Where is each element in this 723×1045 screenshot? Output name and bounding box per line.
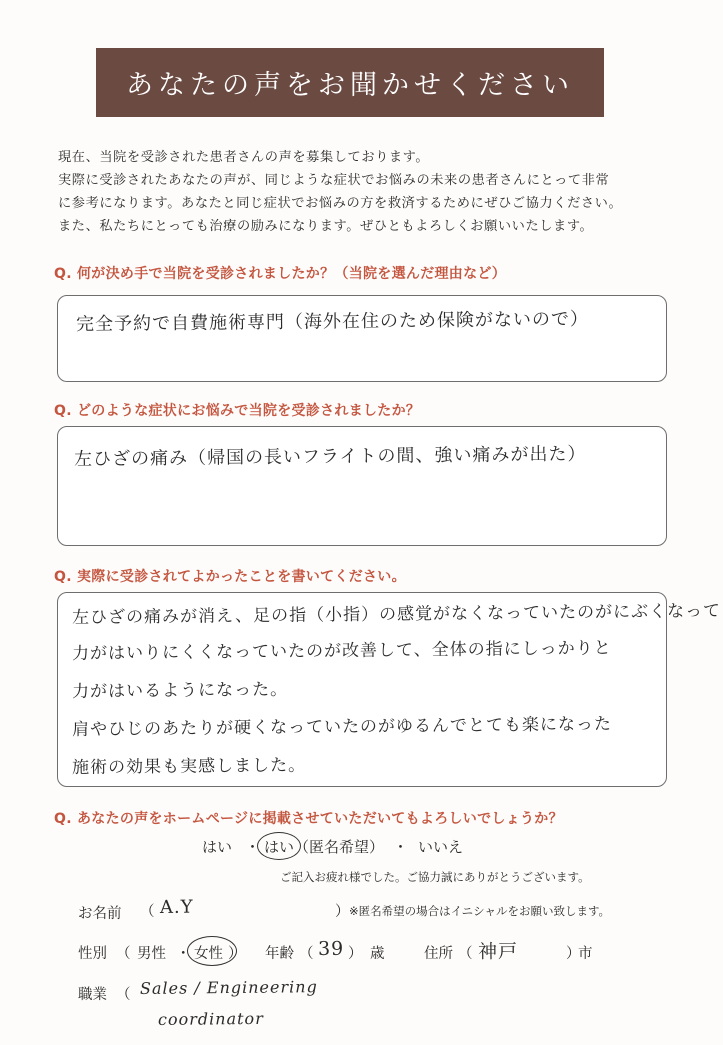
answer-box-1[interactable] — [57, 295, 667, 382]
name-label: お名前 — [78, 906, 122, 922]
name-value[interactable]: A.Y — [159, 896, 194, 918]
separator: ・ — [393, 838, 409, 856]
separator: ・ — [176, 946, 191, 962]
question-3-label: Q. 実際に受診されてよかったことを書いてください。 — [54, 569, 406, 585]
age-label: 年齢 — [265, 946, 294, 962]
thanks-text: ご記入お疲れ様でした。ご協力誠にありがとうございます。 — [280, 870, 590, 884]
paren-open: （ — [458, 946, 473, 962]
address-value[interactable]: 神戸 — [477, 940, 519, 963]
intro-line: 現在、当院を受診された患者さんの声を募集しております。 — [58, 150, 430, 165]
age-unit: 歳 — [370, 946, 385, 962]
name-note: ※匿名希望の場合はイニシャルをお願い致します。 — [349, 904, 611, 918]
gender-male-option[interactable]: 男性 — [137, 946, 166, 962]
publish-option-no[interactable]: いいえ — [418, 838, 464, 856]
page-title: あなたの声をお聞かせください — [96, 48, 604, 117]
answer-box-3[interactable] — [57, 592, 722, 787]
answer-3-line: 左ひざの痛みが消え、足の指（小指）の感覚がなくなっていたのがにぶくなって — [71, 601, 722, 628]
paren-open: （ — [140, 904, 155, 920]
publish-option-yes[interactable]: はい — [202, 838, 233, 856]
answer-1-line: 完全予約で自費施術専門（海外在住のため保険がないので） — [75, 308, 590, 335]
publish-question-label: Q. あなたの声をホームページに掲載させていただいてもよろしいでしょうか？ — [54, 811, 563, 827]
question-1-label: Q. 何が決め手で当院を受診されましたか？（当院を選んだ理由など） — [54, 266, 506, 282]
answer-3-line: 力がはいるようになった。 — [71, 679, 289, 702]
paren-open: （ — [116, 987, 131, 1003]
intro-line: 実際に受診されたあなたの声が、同じような症状でお悩みの未来の患者さんにとって非常 — [58, 173, 610, 188]
address-label: 住所 — [424, 946, 453, 962]
answer-3-line: 力がはいりにくくなっていたのが改善して、全体の指にしっかりと — [71, 638, 612, 664]
paren-close: ） — [348, 946, 363, 962]
paren-open: （ — [299, 946, 314, 962]
answer-3-line: 肩やひじのあたりが硬くなっていたのがゆるんでとても楽になった — [71, 714, 613, 740]
gender-label: 性別 — [78, 946, 107, 962]
answer-box-2[interactable] — [57, 426, 667, 546]
intro-line: に参考になります。あなたと同じ症状でお悩みの方を救済するためにぜひご協力ください。 — [58, 196, 623, 211]
paren-close: ） — [335, 904, 350, 920]
gender-female-option[interactable]: 女性 — [194, 946, 223, 962]
answer-2-line: 左ひざの痛み（帰国の長いフライトの間、強い痛みが出た） — [73, 443, 587, 470]
occupation-label: 職業 — [78, 987, 107, 1003]
answer-3-line: 施術の効果も実感しました。 — [71, 755, 307, 778]
publish-option-anonymous-main: はい — [264, 838, 295, 856]
publish-option-anonymous-note: （匿名希望） — [294, 838, 385, 856]
separator: ・ — [245, 838, 261, 856]
paren-open: （ — [116, 946, 131, 962]
intro-line: また、私たちにとっても治療の励みになります。ぜひともよろしくお願いいたします。 — [58, 219, 594, 234]
paren-close: ） — [228, 946, 243, 962]
paren-close: ） — [566, 946, 581, 962]
address-unit: 市 — [578, 946, 593, 962]
age-value[interactable]: 39 — [317, 937, 345, 960]
publish-option-anonymous[interactable] — [264, 836, 384, 857]
question-2-label: Q. どのような症状にお悩みで当院を受診されましたか？ — [54, 403, 421, 419]
occupation-value-line-1[interactable]: Sales / Engineering — [139, 977, 318, 998]
occupation-value-line-2[interactable]: coordinator — [157, 1008, 264, 1029]
